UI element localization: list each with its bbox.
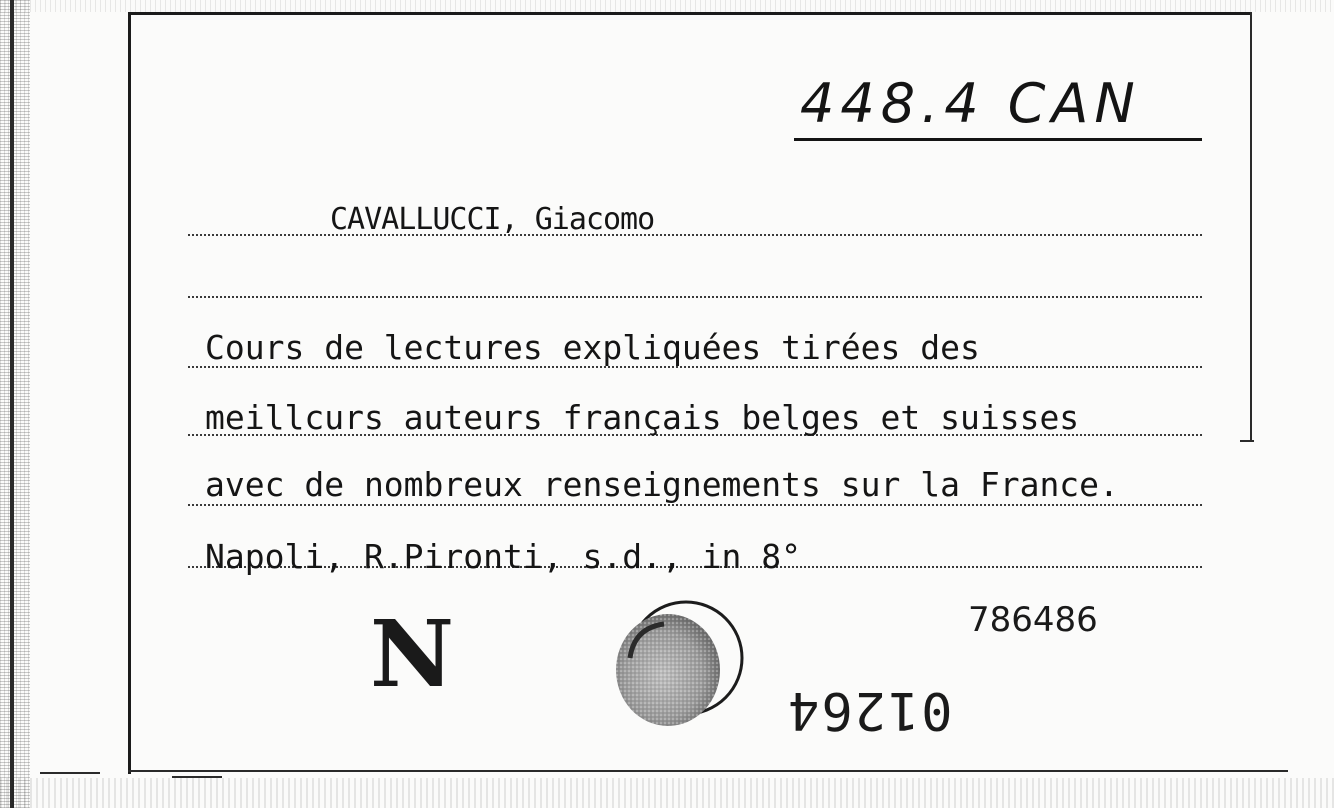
call-number: 448.4 CAN — [800, 72, 1141, 135]
margin-tick — [172, 776, 222, 778]
scan-left-edge — [0, 0, 30, 808]
title-line-1: Cours de lectures expliquées tirées des — [205, 328, 980, 367]
title-line-2: meillcurs auteurs français belges et suisses — [205, 398, 1080, 437]
scan-top-edge — [0, 0, 1334, 12]
card-frame-left — [128, 12, 131, 774]
call-number-underline — [794, 138, 1202, 141]
stamp-letter: N — [370, 600, 455, 708]
scan-bottom-edge — [0, 778, 1334, 808]
author-name: CAVALLUCCI, Giacomo — [330, 202, 655, 237]
upside-down-number: 01264 — [786, 680, 953, 740]
blank-dotted-line — [188, 238, 1202, 298]
margin-tick — [40, 772, 100, 774]
card-frame-right — [1250, 12, 1252, 442]
title-line-3: avec de nombreux renseignements sur la France. — [205, 465, 1119, 504]
margin-tick — [1240, 440, 1254, 442]
card-frame-bottom — [128, 770, 1288, 772]
scan-left-border — [10, 0, 14, 808]
round-stamp-icon — [604, 598, 746, 730]
card-frame-top — [128, 12, 1250, 15]
inventory-number: 786486 — [968, 600, 1098, 640]
imprint: Napoli, R.Pironti, s.d., in 8° — [205, 537, 802, 576]
